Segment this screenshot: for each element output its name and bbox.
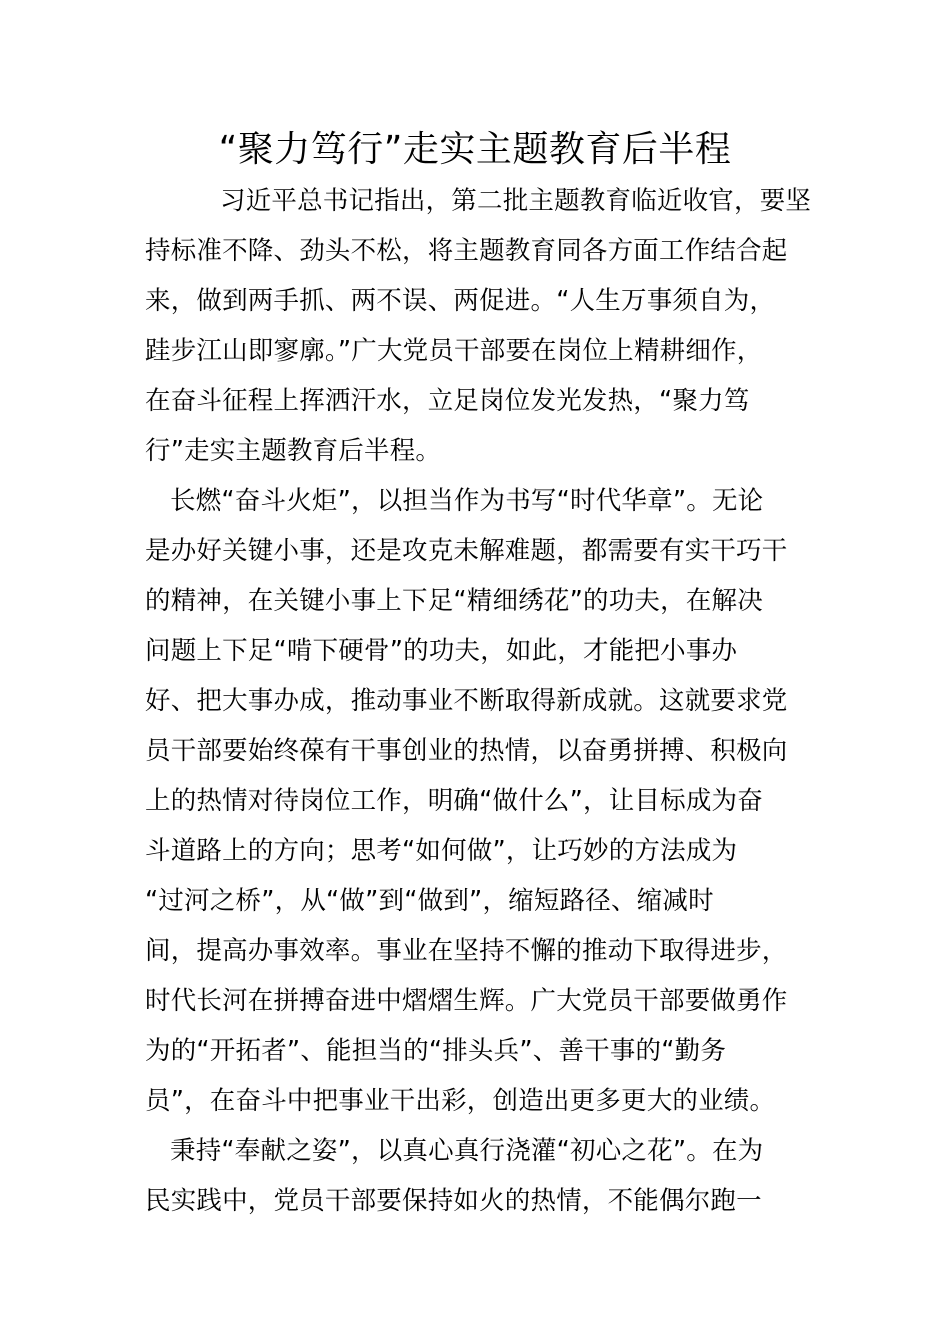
text-line: 行”走实主题教育后半程。 [145,436,442,466]
document-title: “聚力笃行”走实主题教育后半程 [218,129,732,170]
text-line: 长燃“奋斗火炬”，以担当作为书写“时代华章”。无论 [170,486,764,516]
text-line: 时代长河在拼搏奋进中熠熠生辉。广大党员干部要做勇作 [145,986,788,1016]
text-line: 跬步江山即寥廓。”广大党员干部要在岗位上精耕细作， [145,336,763,366]
text-line: 为的“开拓者”、能担当的“排头兵”、善干事的“勤务 [145,1036,727,1066]
text-line: 问题上下足“啃下硬骨”的功夫，如此，才能把小事办 [145,636,738,666]
paragraph-intro [145,176,815,476]
paragraph-struggle-torch [145,476,815,1126]
text-line: 来，做到两手抓、两不误、两促进。“人生万事须自为， [145,286,776,316]
text-line: 秉持“奉献之姿”，以真心真行浇灌“初心之花”。在为 [170,1136,764,1166]
text-line: 间，提高办事效率。事业在坚持不懈的推动下取得进步， [145,936,788,966]
document-body [145,176,815,1226]
text-line: 上的热情对待岗位工作，明确“做什么”，让目标成为奋 [145,786,763,816]
text-line: 的精神，在关键小事上下足“精细绣花”的功夫，在解决 [145,586,763,616]
text-line: 员”，在奋斗中把事业干出彩，创造出更多更大的业绩。 [145,1086,776,1116]
text-line: 斗道路上的方向；思考“如何做”，让巧妙的方法成为 [145,836,738,866]
paragraph-dedication [145,1126,815,1226]
text-line: 是办好关键小事，还是攻克未解难题，都需要有实干巧干 [145,536,788,566]
text-line: “过河之桥”，从“做”到“做到”，缩短路径、缩减时 [145,886,714,916]
text-line: 习近平总书记指出，第二批主题教育临近收官，要坚 [220,186,812,216]
text-line: 好、把大事办成，推动事业不断取得新成就。这就要求党 [145,686,788,716]
text-line: 在奋斗征程上挥洒汗水，立足岗位发光发热，“聚力笃 [145,386,750,416]
text-line: 民实践中，党员干部要保持如火的热情，不能偶尔跑一 [145,1186,762,1216]
text-line: 持标准不降、劲头不松，将主题教育同各方面工作结合起 [145,236,788,266]
text-line: 员干部要始终葆有干事创业的热情，以奋勇拼搏、积极向 [145,736,788,766]
